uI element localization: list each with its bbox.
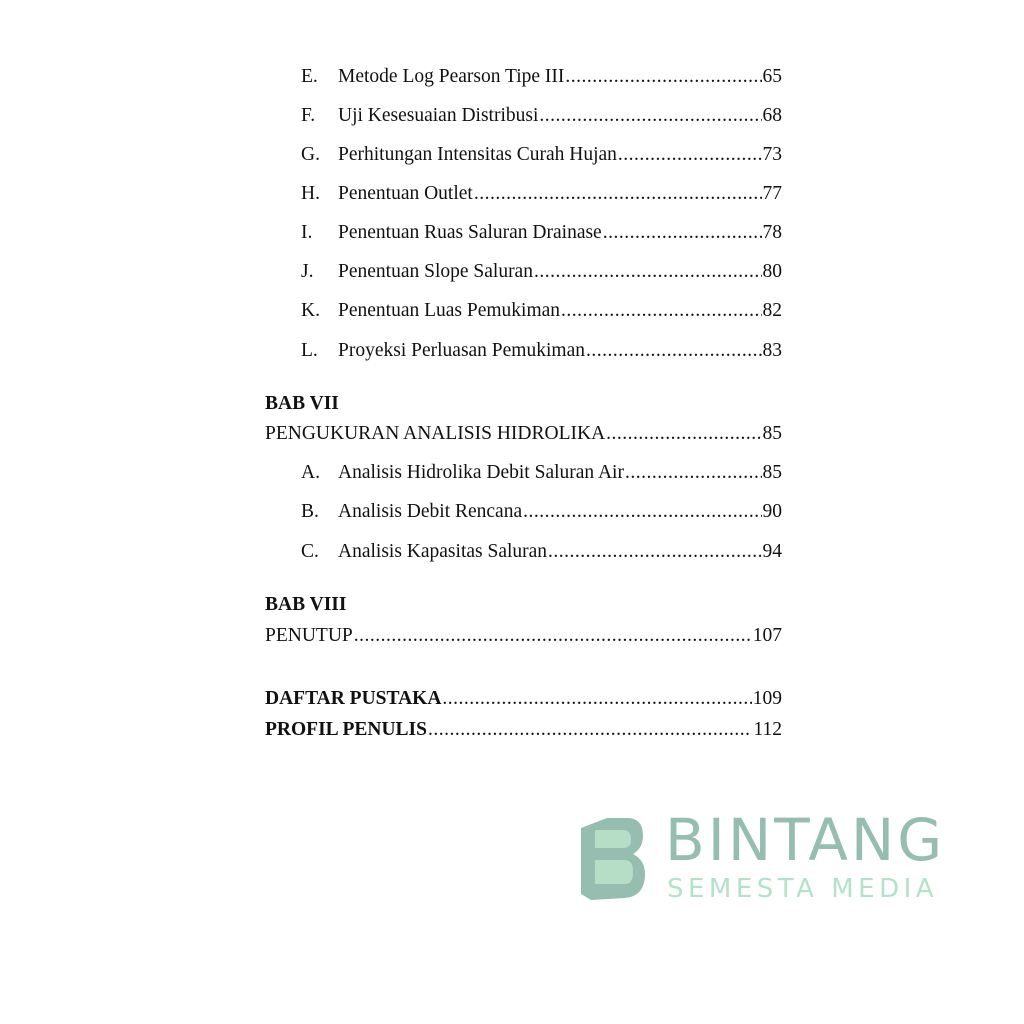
entry-label: Penentuan Ruas Saluran Drainase <box>338 222 602 243</box>
entry-label: Analisis Kapasitas Saluran <box>338 541 548 562</box>
entry-page: 109 <box>752 688 782 709</box>
dot-leader <box>523 499 761 525</box>
entry-label: PENUTUP <box>265 625 353 646</box>
dot-leader <box>539 103 761 129</box>
dot-leader <box>354 623 752 649</box>
chapter-title-entry <box>265 421 782 447</box>
entry-page: 68 <box>762 105 782 126</box>
entry-label: PROFIL PENULIS <box>265 719 427 740</box>
toc-entry <box>301 460 782 486</box>
entry-letter: K. <box>301 300 320 321</box>
chapter-heading: BAB VIII <box>265 594 347 615</box>
entry-page: 80 <box>762 261 782 282</box>
entry-label: Penentuan Slope Saluran <box>338 261 533 282</box>
toc-entry <box>301 64 782 90</box>
entry-letter: B. <box>301 501 319 522</box>
entry-letter: J. <box>301 261 314 282</box>
chapter-heading: BAB VII <box>265 393 339 414</box>
watermark-line2: SEMESTA MEDIA <box>667 874 939 904</box>
dot-leader <box>606 421 761 447</box>
dot-leader <box>428 717 752 743</box>
entry-page: 77 <box>762 183 782 204</box>
toc-entry <box>301 539 782 565</box>
dot-leader <box>618 142 762 168</box>
toc-entry <box>301 259 782 285</box>
dot-leader <box>625 460 762 486</box>
toc-entry <box>301 298 782 324</box>
entry-page: 107 <box>752 625 782 646</box>
entry-page: 85 <box>762 423 782 444</box>
entry-label: Analisis Hidrolika Debit Saluran Air <box>338 462 624 483</box>
entry-label: Perhitungan Intensitas Curah Hujan <box>338 144 617 165</box>
dot-leader <box>534 259 762 285</box>
entry-page: 90 <box>762 501 782 522</box>
toc-entry <box>301 499 782 525</box>
dot-leader <box>565 64 761 90</box>
entry-label: Metode Log Pearson Tipe III <box>338 66 565 87</box>
entry-letter: E. <box>301 66 318 87</box>
toc-entry <box>301 220 782 246</box>
toc-entry <box>301 103 782 129</box>
entry-label: Uji Kesesuaian Distribusi <box>338 105 539 126</box>
entry-label: DAFTAR PUSTAKA <box>265 688 442 709</box>
watermark-line1: BINTANG <box>665 806 946 874</box>
dot-leader <box>474 181 762 207</box>
book-logo-icon <box>577 814 647 902</box>
entry-page: 65 <box>762 66 782 87</box>
chapter-title-entry <box>265 623 782 649</box>
dot-leader <box>603 220 762 246</box>
dot-leader <box>548 539 761 565</box>
entry-page: 85 <box>762 462 782 483</box>
entry-label: PENGUKURAN ANALISIS HIDROLIKA <box>265 423 606 444</box>
entry-letter: I. <box>301 222 313 243</box>
daftar-pustaka-entry <box>265 686 782 712</box>
entry-page: 78 <box>762 222 782 243</box>
entry-page: 83 <box>762 340 782 361</box>
entry-label: Penentuan Outlet <box>338 183 473 204</box>
entry-page: 82 <box>762 300 782 321</box>
entry-label: Penentuan Luas Pemukiman <box>338 300 561 321</box>
entry-page: 73 <box>762 144 782 165</box>
dot-leader <box>442 686 751 712</box>
publisher-watermark <box>575 806 955 910</box>
entry-page: 94 <box>762 541 782 562</box>
dot-leader <box>561 298 761 324</box>
entry-label: Proyeksi Perluasan Pemukiman <box>338 340 585 361</box>
entry-letter: F. <box>301 105 316 126</box>
entry-letter: C. <box>301 541 319 562</box>
toc-entry <box>301 338 782 364</box>
profil-penulis-entry <box>265 717 782 743</box>
toc-entry <box>301 181 782 207</box>
entry-label: Analisis Debit Rencana <box>338 501 523 522</box>
entry-page: 112 <box>753 719 782 740</box>
entry-letter: H. <box>301 183 320 204</box>
dot-leader <box>586 338 762 364</box>
toc-entry <box>301 142 782 168</box>
entry-letter: G. <box>301 144 320 165</box>
entry-letter: L. <box>301 340 318 361</box>
entry-letter: A. <box>301 462 320 483</box>
